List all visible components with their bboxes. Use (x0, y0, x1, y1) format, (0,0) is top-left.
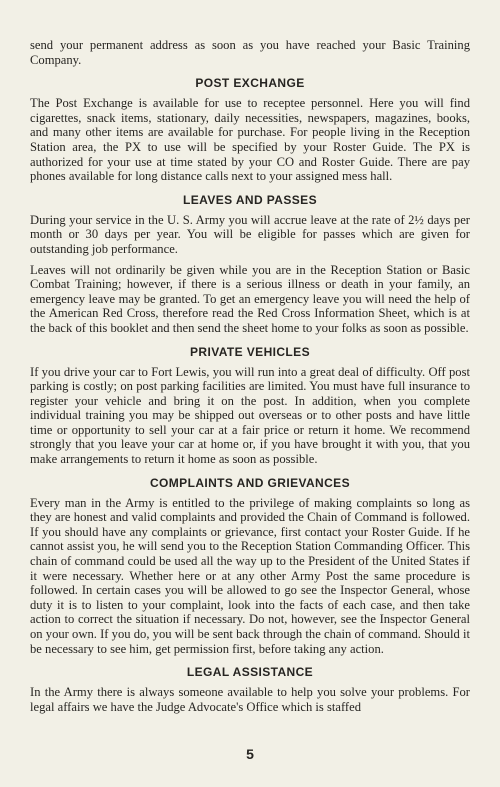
intro-paragraph: send your permanent address as soon as you have reached your Basic Training Company. (30, 38, 470, 67)
paragraph-post-exchange: The Post Exchange is available for use to receptee personnel. Here you will find cigarettes, snack items, stationary, daily necessities, newspapers, magazines, books, and many other items are available for purchase. For people living in the Reception Station area, the PX to use will be specified by your Roster Guide. The PX is authorized for your use at time stated by your CO and Roster Guide. There are pay phones available for long distance calls next to your assigned mess hall. (30, 96, 470, 184)
section-complaints-and-grievances (30, 476, 470, 657)
section-heading-private-vehicles: PRIVATE VEHICLES (190, 344, 310, 359)
section-heading-post-exchange: POST EXCHANGE (195, 76, 305, 91)
section-post-exchange (30, 76, 470, 184)
section-private-vehicles (30, 345, 470, 467)
paragraph-private-vehicles: If you drive your car to Fort Lewis, you will run into a great deal of difficulty. Off post parking is costly; on post parking facilities are limited. You must have full insurance to register your vehicle and bring it on the post. In addition, when you complete individual training you may be shipped out overseas or to other posts and have little time or opportunity to sell your car at a fair price or return it home. We recommend strongly that you leave your car at home or, if you have brought it with you, that you make arrangements to return it home as soon as possible. (30, 364, 470, 467)
paragraph-legal-assistance: In the Army there is always someone available to help you solve your problems. For legal affairs we have the Judge Advocate's Office which is staffed (30, 685, 470, 714)
section-heading-legal-assistance: LEGAL ASSISTANCE (186, 665, 314, 680)
section-heading-complaints-and-grievances: COMPLAINTS AND GRIEVANCES (149, 475, 350, 490)
section-heading-leaves-and-passes: LEAVES AND PASSES (183, 192, 317, 207)
paragraph-emergency-leave: Leaves will not ordinarily be given while you are in the Reception Station or Basic Combat Training; however, if there is a serious illness or death in your family, an emergency leave may be granted. To get an emergency leave you will need the help of the American Red Cross, therefore read the Red Cross Information Sheet, which is at the back of this booklet and then send the sheet home to your folks as soon as possible. (30, 262, 470, 335)
paragraph-leave-rate: During your service in the U. S. Army you will accrue leave at the rate of 2½ days per month or 30 days per year. You will be eligible for passes which are given for outstanding job performance. (30, 212, 470, 256)
section-legal-assistance (30, 665, 470, 714)
section-leaves-and-passes (30, 193, 470, 336)
paragraph-complaints: Every man in the Army is entitled to the privilege of making complaints so long as they are honest and valid complaints and provided the Chain of Command is followed. If you should have any complaints or grievance, first contact your Roster Guide. If he cannot assist you, he will send you to the Reception Station Commanding Officer. This chain of command could be used all the way up to the President of the United States if it were necessary. Whether here or at any other Army Post the same procedure is followed. In certain cases you will be allowed to go see the Inspector General, whose duty it is to listen to your complaint, look into the facts of each case, and then take action to correct the situation if necessary. Do not, however, see the Inspector General on your own. If you do, you will be sent back through the chain of command. Should it be necessary to see him, get permission first, before taking any action. (30, 495, 470, 656)
page-number: 5 (246, 746, 254, 762)
